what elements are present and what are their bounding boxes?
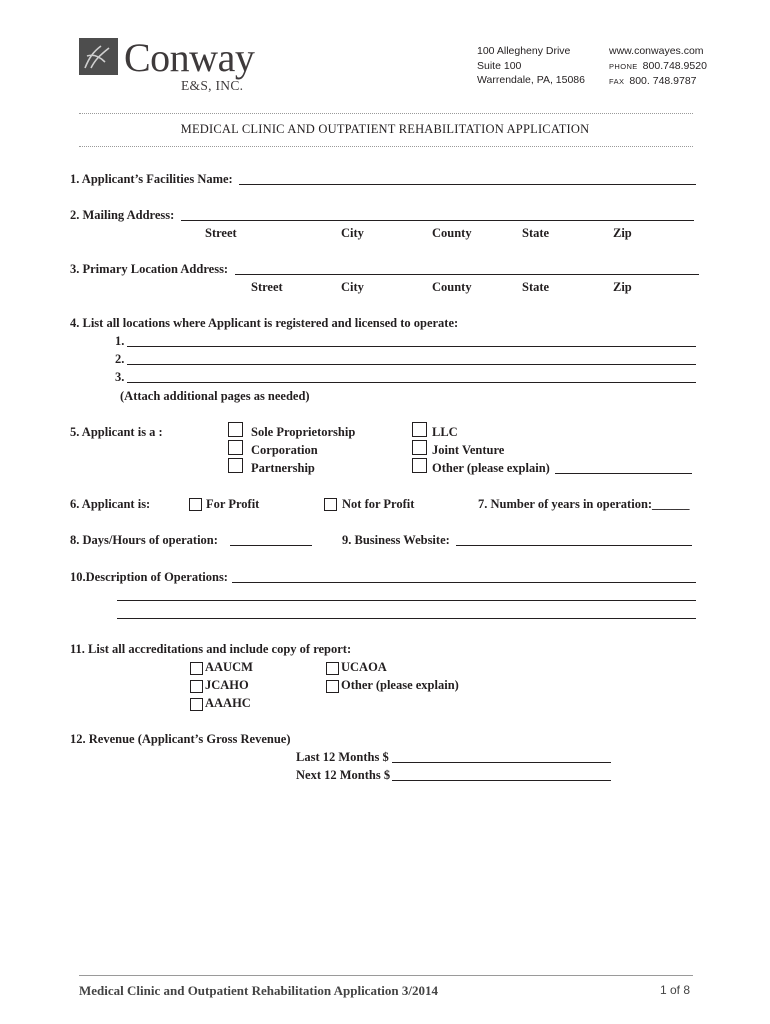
footer-text: Medical Clinic and Outpatient Rehabilitation Application 3/2014 — [79, 983, 438, 998]
ucaoa-checkbox[interactable] — [326, 662, 339, 675]
q2-label: 2. Mailing Address: — [70, 208, 175, 222]
partnership-label: Partnership — [251, 461, 315, 475]
ucaoa-label: UCAOA — [341, 660, 387, 674]
q9-label: 9. Business Website: — [342, 533, 450, 547]
mailing-city-label: City — [341, 226, 364, 240]
primary-address-field[interactable] — [235, 274, 699, 275]
mailing-street-label: Street — [205, 226, 237, 240]
q8-label: 8. Days/Hours of operation: — [70, 533, 218, 547]
company-fax: FAX 800. 748.9787 — [609, 75, 697, 87]
business-website-field[interactable] — [456, 545, 692, 546]
form-title: MEDICAL CLINIC AND OUTPATIENT REHABILITATION APPLICATION — [180, 122, 590, 136]
llc-checkbox[interactable] — [412, 422, 427, 437]
company-name: Conway — [124, 35, 255, 80]
sole-proprietorship-label: Sole Proprietorship — [251, 425, 356, 439]
location-2-field[interactable] — [127, 364, 696, 365]
address-line-1: 100 Allegheny Drive — [477, 45, 571, 57]
last-12-months-field[interactable] — [392, 762, 611, 763]
location-1-label: 1. — [115, 334, 125, 348]
not-for-profit-checkbox[interactable] — [324, 498, 337, 511]
sole-proprietorship-checkbox[interactable] — [228, 422, 243, 437]
primary-county-label: County — [432, 280, 472, 294]
next-12-months-field[interactable] — [392, 780, 611, 781]
primary-street-label: Street — [251, 280, 283, 294]
location-2-label: 2. — [115, 352, 125, 366]
company-website: www.conwayes.com — [609, 45, 704, 57]
aaucm-checkbox[interactable] — [190, 662, 203, 675]
aaahc-label: AAAHC — [205, 696, 251, 710]
location-3-label: 3. — [115, 370, 125, 384]
company-address — [477, 44, 585, 88]
mailing-address-field[interactable] — [181, 220, 694, 221]
other-entity-checkbox[interactable] — [412, 458, 427, 473]
not-for-profit-label: Not for Profit — [342, 497, 415, 511]
jcaho-label: JCAHO — [205, 678, 249, 692]
address-line-3: Warrendale, PA, 15086 — [477, 74, 585, 86]
other-entity-label: Other (please explain) — [432, 461, 550, 475]
title-divider — [79, 146, 693, 147]
next-12-months-label: Next 12 Months $ — [296, 768, 391, 782]
q7-label[interactable]: 7. Number of years in operation:______ — [478, 497, 690, 511]
q11-label: 11. List all accreditations and include copy of report: — [70, 642, 352, 656]
mailing-state-label: State — [522, 226, 550, 240]
primary-zip-label: Zip — [613, 280, 632, 294]
q12-label: 12. Revenue (Applicant’s Gross Revenue) — [70, 732, 291, 746]
corporation-checkbox[interactable] — [228, 440, 243, 455]
llc-label: LLC — [432, 425, 458, 439]
q6-label: 6. Applicant is: — [70, 497, 151, 511]
mailing-county-label: County — [432, 226, 472, 240]
for-profit-label: For Profit — [206, 497, 260, 511]
q5-label: 5. Applicant is a : — [70, 425, 163, 439]
last-12-months-label: Last 12 Months $ — [296, 750, 389, 764]
other-entity-field[interactable] — [555, 473, 692, 474]
footer-divider — [79, 975, 693, 976]
location-3-field[interactable] — [127, 382, 696, 383]
company-logo-icon — [79, 38, 118, 75]
for-profit-checkbox[interactable] — [189, 498, 202, 511]
company-phone: PHONE 800.748.9520 — [609, 59, 707, 72]
partnership-checkbox[interactable] — [228, 458, 243, 473]
company-contact — [609, 44, 707, 90]
primary-state-label: State — [522, 280, 550, 294]
header-divider — [79, 113, 693, 114]
joint-venture-checkbox[interactable] — [412, 440, 427, 455]
joint-venture-label: Joint Venture — [432, 443, 505, 457]
description-line-1[interactable] — [232, 582, 696, 583]
q10-label: 10.Description of Operations: — [70, 570, 228, 584]
description-line-3[interactable] — [117, 618, 696, 619]
q3-label: 3. Primary Location Address: — [70, 262, 229, 276]
aaucm-label: AAUCM — [205, 660, 253, 674]
corporation-label: Corporation — [251, 443, 318, 457]
other-accreditation-checkbox[interactable] — [326, 680, 339, 693]
page-number: 1 of 8 — [660, 983, 691, 997]
description-line-2[interactable] — [117, 600, 696, 601]
address-line-2: Suite 100 — [477, 59, 522, 72]
primary-city-label: City — [341, 280, 364, 294]
facilities-name-field[interactable] — [239, 184, 696, 185]
company-subtitle: E&S, INC. — [181, 78, 244, 93]
mailing-zip-label: Zip — [613, 226, 632, 240]
location-1-field[interactable] — [127, 346, 696, 347]
days-hours-field[interactable] — [230, 545, 312, 546]
other-accreditation-label: Other (please explain) — [341, 678, 459, 692]
aaahc-checkbox[interactable] — [190, 698, 203, 711]
attach-note: (Attach additional pages as needed) — [120, 389, 310, 403]
q1-label: 1. Applicant’s Facilities Name: — [70, 172, 233, 186]
q4-label: 4. List all locations where Applicant is registered and licensed to operate: — [70, 316, 459, 330]
jcaho-checkbox[interactable] — [190, 680, 203, 693]
